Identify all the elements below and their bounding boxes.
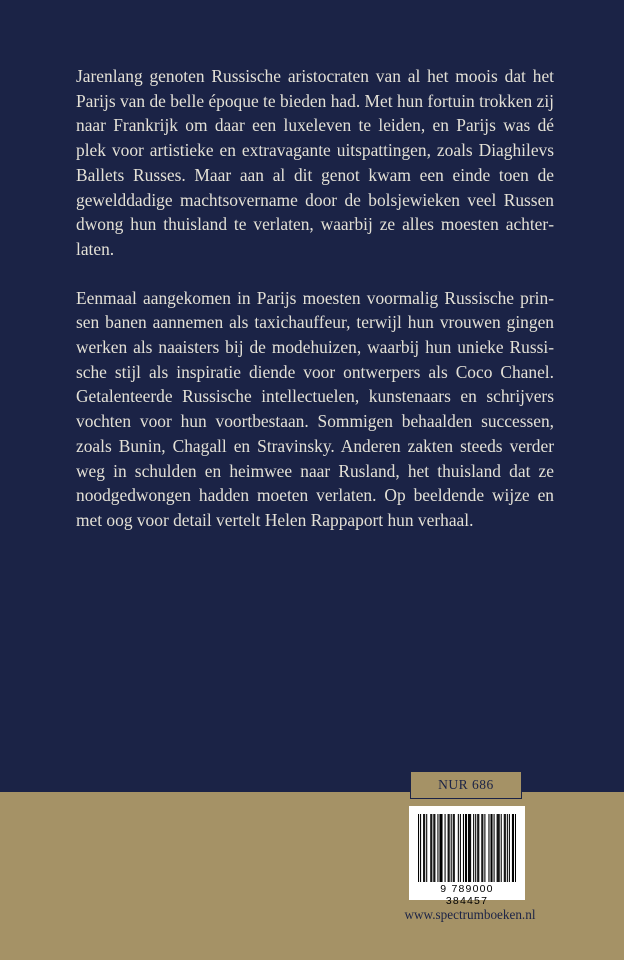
barcode-bar: [492, 814, 493, 882]
barcode-bar: [445, 814, 446, 882]
bottom-gold-band: [0, 792, 624, 960]
blurb-paragraph-2: Eenmaal aangekomen in Parijs moesten voormalig Russische prinsen banen aannemen als taxichauffeur, terwijl hun vrouwen gingen werken als naaisters bij de modehuizen, waarbij hun unieke Russische stijl als inspiratie diende voor ontwerpers als Coco Chanel. Getalenteerde Russische intellectuelen, kunstenaars en schrijvers vochten voor hun voortbestaan. Sommigen behaalden successen, zoals Bunin, Chagall en Stravinsky. Anderen zakten steeds verder weg in schulden en heimwee naar Rusland, het thuisland dat ze noodgedwongen hadden moeten verlaten. Op beeldende wijze en met oog voor detail vertelt Helen Rappaport hun verhaal.: [76, 287, 554, 530]
barcode-bar: [499, 814, 500, 882]
barcode-bar: [418, 814, 419, 882]
blurb-paragraph-1: Jarenlang genoten Russische aristocraten van al het moois dat het Parijs van de belle époque te bieden had. Met hun fortuin trokken zij naar Frankrijk om daar een luxeleven te leiden, en Parijs was dé plek voor artistieke en extravagante uitspattingen, zoals Diaghilevs Ballets Russes. Maar aan al dit genot kwam een einde toen de gewelddadige machtsovername door de bolsjewieken veel Russen dwong hun thuisland te verlaten, waarbij ze alles moesten achterlaten.: [76, 66, 554, 259]
barcode-bar: [437, 814, 438, 882]
barcode-bar: [466, 814, 467, 882]
barcode-bar: [434, 814, 435, 882]
barcode-bar: [484, 814, 485, 882]
barcode-bar: [453, 814, 454, 882]
barcode-bar: [439, 814, 440, 882]
barcode-bar: [454, 814, 455, 882]
barcode-bar: [441, 814, 442, 882]
barcode-bar: [449, 814, 450, 882]
barcode-bar: [509, 814, 510, 882]
barcode-bar: [475, 814, 476, 882]
barcode-bar: [420, 814, 421, 882]
barcode-bar: [498, 814, 499, 882]
barcode-bar: [440, 814, 441, 882]
barcode-bar: [448, 814, 449, 882]
barcode-bar: [477, 814, 478, 882]
barcode-bar: [515, 814, 516, 882]
publisher-website: www.spectrumboeken.nl: [404, 907, 536, 922]
barcode-bar: [469, 814, 470, 882]
barcode-bar: [470, 814, 471, 882]
barcode-bar: [507, 814, 508, 882]
barcode-bar: [481, 814, 482, 882]
barcode-bar: [426, 814, 427, 882]
barcode-bar: [494, 814, 495, 882]
barcode-bar: [497, 814, 498, 882]
isbn-barcode: [409, 806, 525, 907]
barcode-bar: [512, 814, 513, 882]
isbn-number: 9 789000 384457: [440, 883, 494, 907]
blurb-text: [76, 64, 554, 557]
barcode-bar: [465, 814, 466, 882]
barcode-bar: [468, 814, 469, 882]
barcode-bar: [504, 814, 505, 882]
barcode-bar: [423, 814, 424, 882]
barcode-bar: [460, 814, 461, 882]
barcode-bars: [418, 814, 516, 882]
barcode-bar: [478, 814, 479, 882]
barcode-bar: [501, 814, 502, 882]
barcode-bar: [433, 814, 434, 882]
barcode-bar: [488, 814, 489, 882]
barcode-bar: [473, 814, 474, 882]
barcode-bar: [463, 814, 464, 882]
barcode-bar: [458, 814, 459, 882]
nur-code-label: NUR 686: [410, 771, 522, 799]
barcode-bar: [482, 814, 483, 882]
barcode-bar: [431, 814, 432, 882]
barcode-bar: [490, 814, 491, 882]
barcode-bar: [430, 814, 431, 882]
barcode-bar: [513, 814, 514, 882]
barcode-bar: [505, 814, 506, 882]
barcode-bar: [424, 814, 425, 882]
barcode-bar: [451, 814, 452, 882]
